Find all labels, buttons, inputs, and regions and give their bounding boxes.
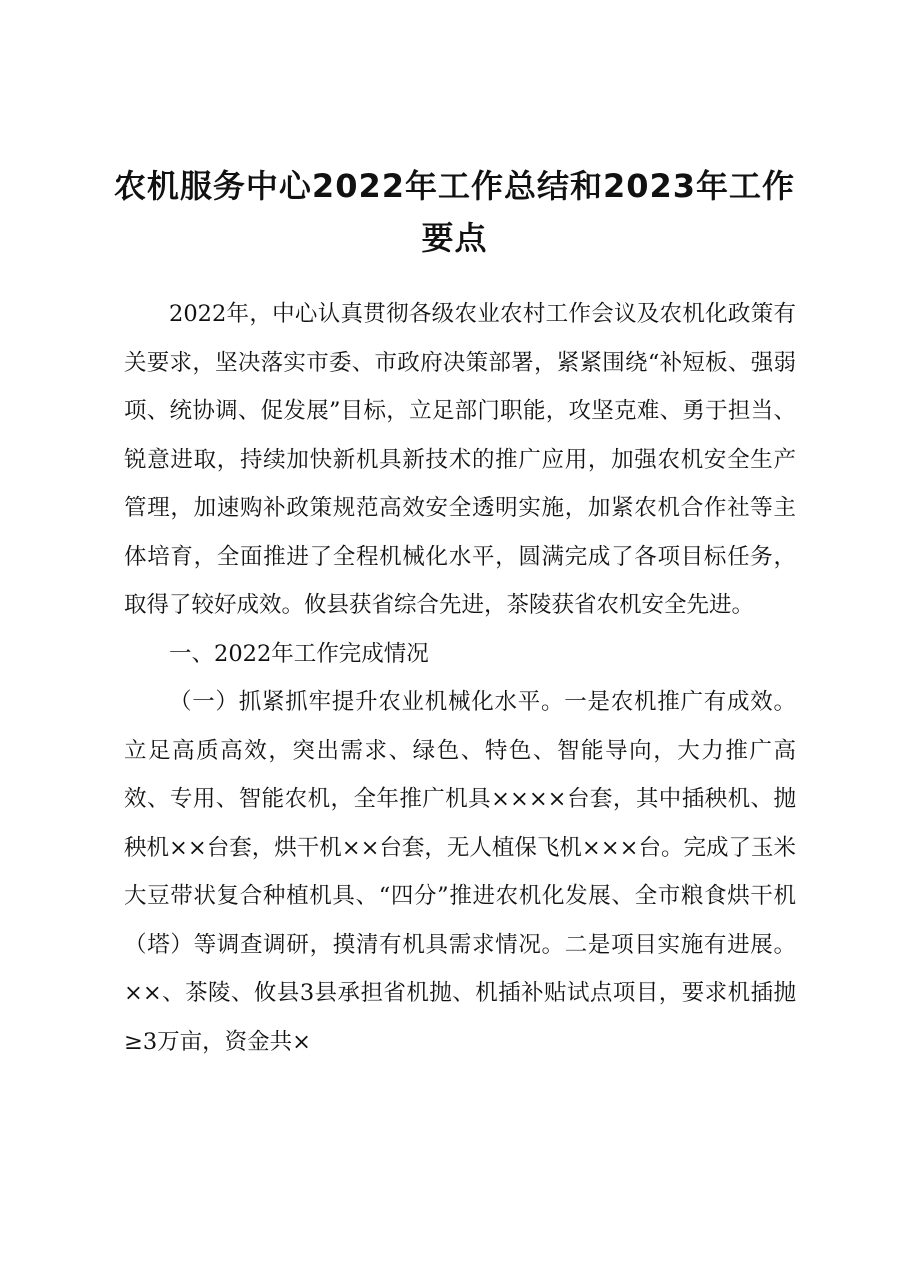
document-body <box>124 290 796 1066</box>
document-title: 农机服务中心2022年工作总结和2023年工作要点 <box>113 167 796 257</box>
section-heading: 一、2022年工作完成情况 <box>169 640 429 667</box>
paragraph-intro: 2022年，中心认真贯彻各级农业农村工作会议及农机化政策有关要求，坚决落实市委、市政府决策部署，紧紧围绕“补短板、强弱项、统协调、促发展”目标，立足部门职能，攻坚克难、勇于担当、锐意进取，持续加快新机具新技术的推广应用，加强农机安全生产管理，加速购补政策规范高效安全透明实施，加紧农机合作社等主体培育，全面推进了全程机械化水平，圆满完成了各项目标任务，取得了较好成效。攸县获省综合先进，茶陵获省农机安全先进。 <box>124 301 796 618</box>
paragraph-section-1: （一）抓紧抓牢提升农业机械化水平。一是农机推广有成效。立足高质高效，突出需求、绿色、特色、智能导向，大力推广高效、专用、智能农机，全年推广机具××××台套，其中插秧机、抛秧机××台套，烘干机××台套，无人植保飞机×××台。完成了玉米大豆带状复合种植机具、“四分”推进农机化发展、全市粮食烘干机（塔）等调查调研，摸清有机具需求情况。二是项目实施有进展。××、茶陵、攸县3县承担省机抛、机插补贴试点项目，要求机插抛≥3万亩，资金共× <box>124 689 796 1055</box>
